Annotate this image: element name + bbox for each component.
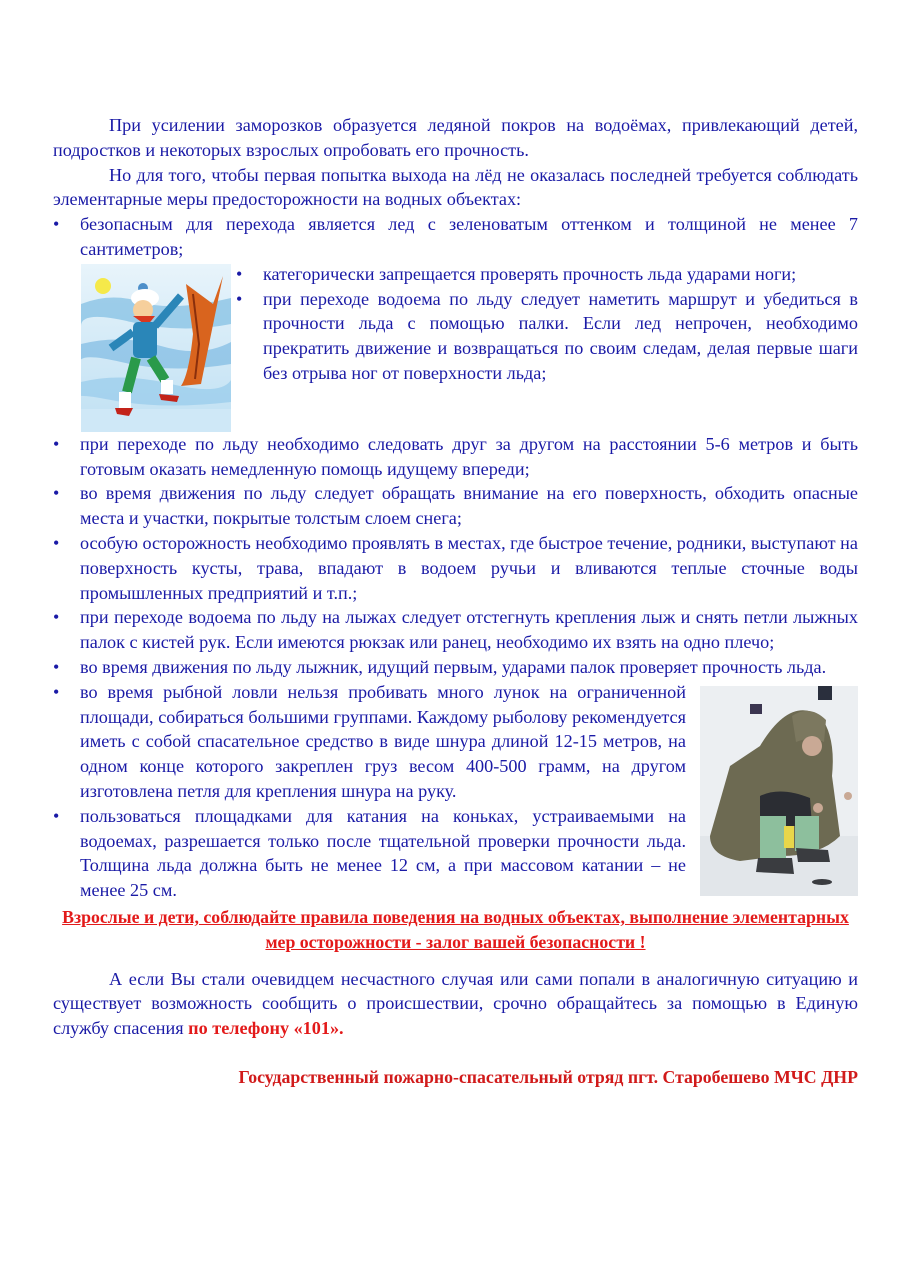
emergency-phone: по телефону «101». bbox=[188, 1018, 344, 1039]
intro-paragraph-2: Но для того, чтобы первая попытка выхода на лёд не оказалась последней требуется соблюдать элементарные меры предосторожности на водных объектах: bbox=[53, 164, 858, 210]
safety-rules-list bbox=[53, 212, 858, 262]
boy-on-ice-illustration bbox=[81, 264, 231, 432]
safety-rules-list-continued bbox=[236, 262, 858, 432]
section-with-photo bbox=[53, 680, 858, 903]
rule-item: • безопасным для перехода является лед с зеленоватым оттенком и толщиной не менее 7 сантиметров; bbox=[53, 212, 858, 262]
rule-item: • во время движения по льду следует обращать внимание на его поверхность, обходить опасные места и участки, покрытые толстым слоем снега; bbox=[53, 481, 858, 531]
document-page bbox=[53, 113, 858, 1090]
rule-item: • при переходе по льду необходимо следовать друг за другом на расстоянии 5-6 метров и быть готовым оказать немедленную помощь идущему впереди; bbox=[53, 432, 858, 482]
rule-item: • при переходе водоема по льду на лыжах следует отстегнуть крепления лыж и снять петли лыжных палок с кистей рук. Если имеются рюкзак или ранец, необходимо их взять на одно плечо; bbox=[53, 605, 858, 655]
ice-fisherman-photo bbox=[700, 686, 858, 896]
rule-item: • при переходе водоема по льду следует наметить маршрут и убедиться в прочности льда с помощью палки. Если лед непрочен, необходимо прекратить движение и возвращаться по своим следам, делая первые шаги без отрыва ног от поверхности льда; bbox=[236, 287, 858, 386]
safety-warning-banner: Взрослые и дети, соблюдайте правила поведения на водных объектах, выполнение элементарных мер осторожности - залог вашей безопасности ! bbox=[62, 906, 849, 952]
emergency-paragraph bbox=[53, 967, 858, 1041]
intro-paragraph-1: При усилении заморозков образуется ледяной покров на водоёмах, привлекающий детей, подростков и некоторых взрослых опробовать его прочность. bbox=[53, 115, 858, 160]
rule-item: • особую осторожность необходимо проявлять в местах, где быстрое течение, родники, выступают на поверхность кусты, трава, впадают в водоем ручьи и вливаются теплые сточные воды промышленных предприятий и т.п.; bbox=[53, 531, 858, 605]
rule-item: • во время движения по льду лыжник, идущий первым, ударами палок проверяет прочность льда. bbox=[53, 655, 858, 680]
emergency-text: А если Вы стали очевидцем несчастного случая или сами попали в аналогичную ситуацию и существует возможность сообщить о происшествии, срочно обращайтесь за помощью в Единую службу спасения bbox=[53, 968, 858, 1039]
rule-item: • категорически запрещается проверять прочность льда ударами ноги; bbox=[236, 262, 858, 287]
safety-rules-list-main bbox=[53, 432, 858, 680]
rule-item: • пользоваться площадками для катания на коньках, устраиваемыми на водоемах, разрешается только после тщательной проверки прочности льда. Толщина льда должна быть не менее 12 см, а при массовом катании – не менее 25 см. bbox=[53, 804, 686, 903]
section-with-illustration bbox=[53, 262, 858, 432]
rule-item: • во время рыбной ловли нельзя пробивать много лунок на ограниченной площади, собираться большими группами. Каждому рыболову рекомендуется иметь с собой спасательное средство в виде шнура длиной 12-15 метров, на одном конце которого закреплен груз весом 400-500 грамм, на другом изготовлена петля для крепления шнура на руку. bbox=[53, 680, 686, 804]
footer-organization: Государственный пожарно-спасательный отряд пгт. Старобешево МЧС ДНР bbox=[238, 1066, 858, 1087]
safety-rules-list-fishing bbox=[53, 680, 686, 903]
